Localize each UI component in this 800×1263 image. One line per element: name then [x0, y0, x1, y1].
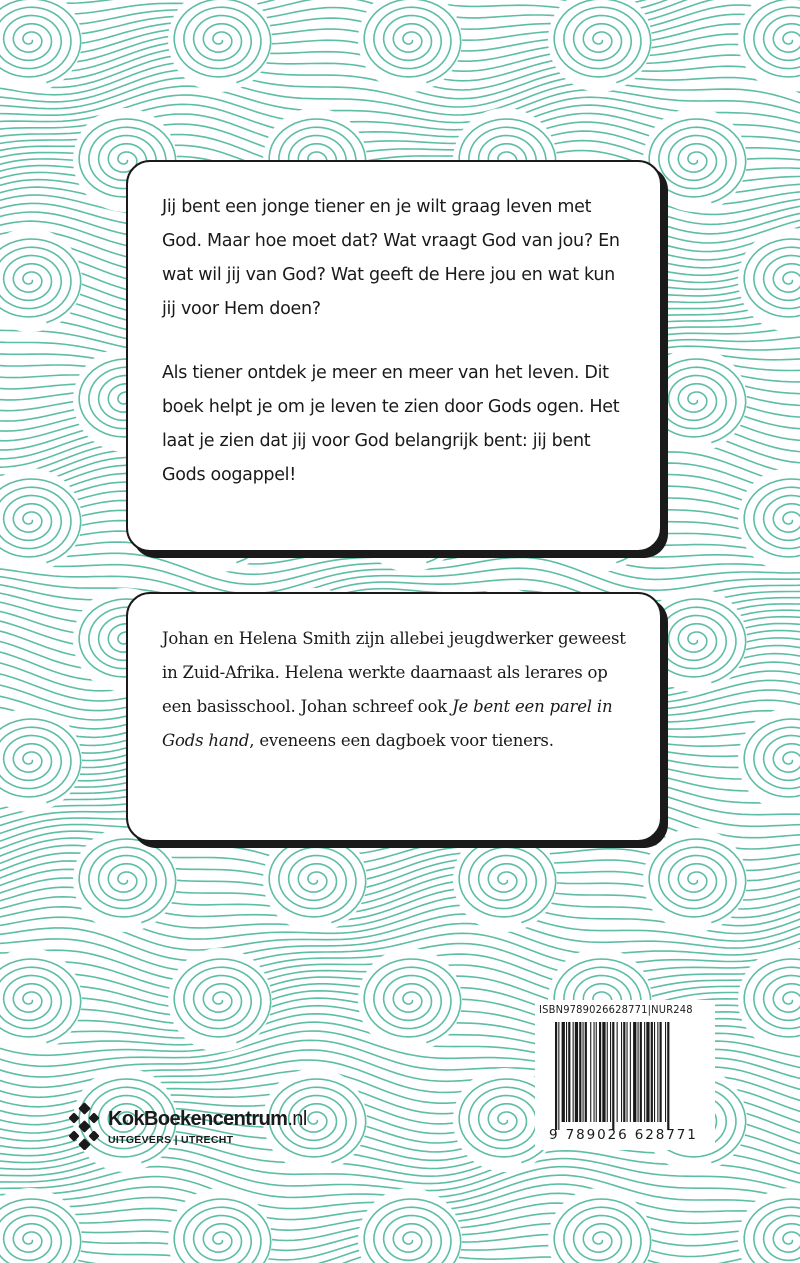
- author-bio-part-1: Johan en Helena Smith zijn allebei jeugdwerker geweest in Zuid-Afrika. Helena werkte daarnaast als lerares op een basisschool. Johan schreef ook: [162, 629, 626, 716]
- barcode-bar: [599, 1022, 601, 1122]
- barcode-bar: [607, 1022, 608, 1122]
- barcode-bar: [627, 1022, 628, 1122]
- barcode-bar: [585, 1022, 587, 1122]
- related-book-title: Je bent een parel in Gods hand: [162, 697, 613, 750]
- barcode-bar: [640, 1022, 642, 1122]
- barcode-bar: [594, 1022, 595, 1122]
- barcode-bar: [568, 1022, 570, 1122]
- barcode-bar: [638, 1022, 639, 1122]
- barcode-bar: [575, 1022, 578, 1122]
- barcode-bar: [579, 1022, 581, 1122]
- blurb-paragraph-1: Jij bent een jonge tiener en je wilt graag leven met God. Maar hoe moet dat? Wat vraagt God van jou? En wat wil jij van God? Wat geeft de Here jou en wat kun jij voor Hem doen?: [162, 197, 620, 319]
- blurb-paragraph-2: Als tiener ontdek je meer en meer van het leven. Dit boek helpt je om je leven te zien door Gods ogen. Het laat je zien dat jij voor God belangrijk bent: jij bent Gods oogappel!: [162, 363, 620, 485]
- barcode-bar: [596, 1022, 597, 1122]
- barcode-bar: [602, 1022, 605, 1122]
- publisher-domain: .nl: [287, 1108, 307, 1130]
- barcode-bar: [590, 1022, 591, 1122]
- barcode-bar: [660, 1022, 662, 1122]
- barcode-bar: [617, 1022, 618, 1122]
- barcode-bar: [667, 1022, 669, 1130]
- kokboekencentrum-logo-icon: [68, 1102, 102, 1150]
- barcode-bar: [621, 1022, 622, 1122]
- author-bio-card: [126, 592, 662, 842]
- barcode-bar: [558, 1022, 559, 1130]
- barcode-bar: [562, 1022, 565, 1122]
- barcode-image: [555, 1022, 705, 1130]
- barcode-digits: 9 789026 628771: [549, 1127, 698, 1143]
- publisher-name-main: KokBoekencentrum: [108, 1108, 288, 1130]
- barcode-bar: [646, 1022, 649, 1122]
- barcode-bar: [657, 1022, 658, 1122]
- blurb-card: [126, 160, 662, 552]
- barcode-bar: [573, 1022, 574, 1122]
- barcode-bar: [612, 1022, 614, 1130]
- barcode-bar: [555, 1022, 557, 1130]
- barcode-bar: [610, 1022, 611, 1122]
- barcode-bar: [644, 1022, 645, 1122]
- isbn-nur-line: ISBN9789026628771|NUR248: [539, 1003, 693, 1016]
- author-bio-text: [162, 622, 630, 758]
- barcode-block: [535, 1000, 715, 1150]
- publisher-subtitle: UITGEVERS | UTRECHT: [108, 1134, 234, 1146]
- publisher-logo: [68, 1100, 368, 1160]
- barcode-bar: [651, 1022, 653, 1122]
- barcode-bar: [630, 1022, 631, 1122]
- barcode-bar: [623, 1022, 625, 1122]
- barcode-bar: [665, 1022, 666, 1122]
- barcode-bar: [583, 1022, 584, 1122]
- barcode-bar: [566, 1022, 567, 1122]
- author-bio-part-2: , eveneens een dagboek voor tieners.: [249, 731, 554, 750]
- publisher-name: [108, 1108, 307, 1131]
- barcode-bar: [633, 1022, 636, 1122]
- barcode-bar: [654, 1022, 655, 1122]
